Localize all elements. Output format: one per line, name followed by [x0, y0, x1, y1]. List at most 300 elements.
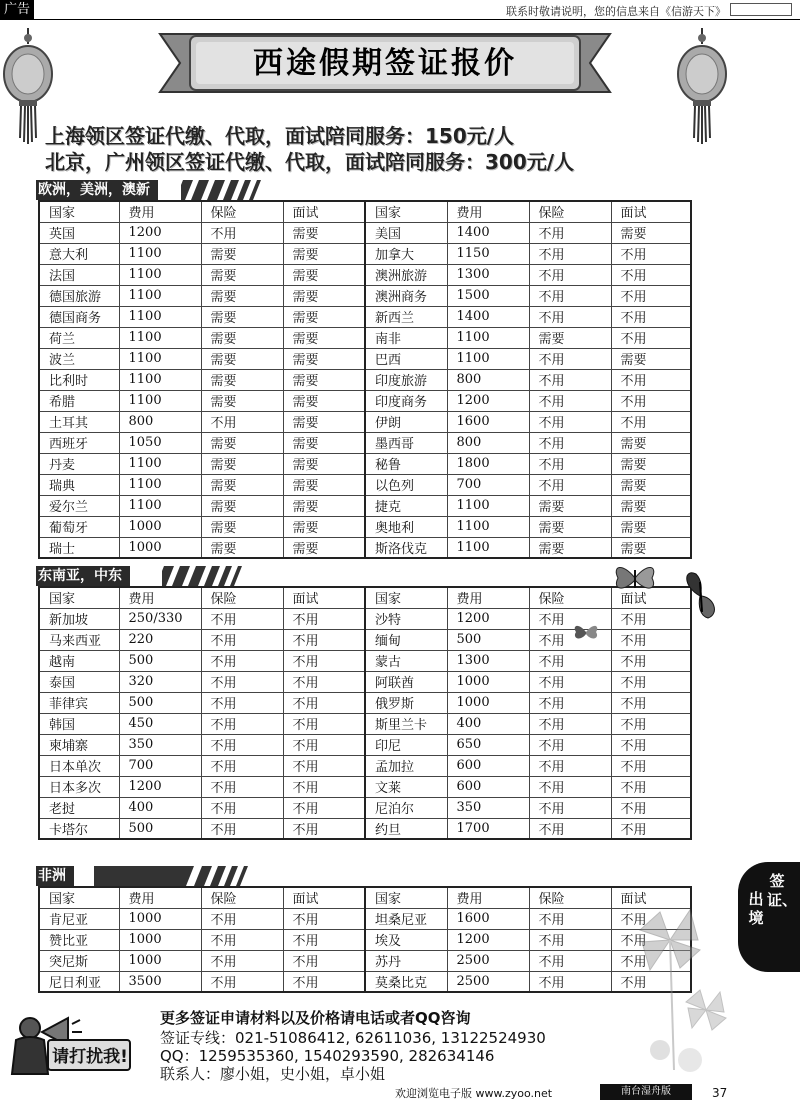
contact-phones: 签证专线：021-51086412, 62611036, 13122524930	[160, 1029, 546, 1047]
table-cell: 需要	[529, 537, 611, 558]
table-cell: 不用	[201, 734, 283, 755]
table-cell: 不用	[201, 908, 283, 929]
table-cell: 不用	[283, 755, 365, 776]
table-cell: 新西兰	[365, 306, 447, 327]
column-header: 面试	[283, 201, 365, 222]
column-header: 面试	[283, 887, 365, 908]
table-cell: 需要	[283, 327, 365, 348]
table-cell: 卡塔尔	[39, 818, 119, 839]
table-cell: 1400	[447, 222, 529, 243]
table-cell: 需要	[611, 516, 691, 537]
table-cell: 不用	[283, 713, 365, 734]
table-cell: 法国	[39, 264, 119, 285]
table-cell: 不用	[529, 306, 611, 327]
table-cell: 需要	[283, 285, 365, 306]
stripe-decoration-icon	[162, 566, 252, 586]
table-cell: 需要	[283, 243, 365, 264]
table-cell: 不用	[283, 629, 365, 650]
shanghai-service-line: 上海领区签证代缴、代取，面试陪同服务：150元/人	[45, 124, 515, 148]
table-cell: 不用	[529, 264, 611, 285]
table-cell: 1700	[447, 818, 529, 839]
table-cell: 1050	[119, 432, 201, 453]
table-cell: 不用	[283, 908, 365, 929]
table-cell: 不用	[611, 650, 691, 671]
table-cell: 不用	[611, 818, 691, 839]
table-cell: 1500	[447, 285, 529, 306]
table-cell: 越南	[39, 650, 119, 671]
table-cell: 不用	[529, 818, 611, 839]
table-cell: 1400	[447, 306, 529, 327]
table-row	[39, 222, 691, 243]
stripe-decoration-icon	[181, 180, 271, 200]
table-cell: 新加坡	[39, 608, 119, 629]
table-cell: 350	[119, 734, 201, 755]
table-cell: 1000	[119, 929, 201, 950]
table-row	[39, 306, 691, 327]
table-cell: 赞比亚	[39, 929, 119, 950]
table-cell: 不用	[529, 608, 611, 629]
table-cell: 1100	[119, 390, 201, 411]
table-cell: 800	[447, 369, 529, 390]
table-cell: 不用	[201, 608, 283, 629]
table-row	[39, 950, 691, 971]
table-cell: 不用	[529, 243, 611, 264]
table-cell: 不用	[611, 285, 691, 306]
table-cell: 1000	[119, 950, 201, 971]
table-cell: 英国	[39, 222, 119, 243]
table-cell: 1100	[119, 453, 201, 474]
table-cell: 不用	[201, 818, 283, 839]
table-cell: 不用	[283, 971, 365, 992]
table-cell: 不用	[529, 713, 611, 734]
table-cell: 墨西哥	[365, 432, 447, 453]
table-cell: 不用	[529, 671, 611, 692]
side-tab-text-left: 出境	[748, 890, 764, 927]
table-cell: 1300	[447, 264, 529, 285]
table-row	[39, 776, 691, 797]
table-cell: 需要	[201, 516, 283, 537]
contact-people: 联系人：廖小姐，史小姐，卓小姐	[160, 1065, 386, 1083]
table-cell: 不用	[529, 950, 611, 971]
table-cell: 土耳其	[39, 411, 119, 432]
butterfly-icon	[572, 622, 600, 642]
table-cell: 需要	[611, 348, 691, 369]
table-cell: 1200	[447, 390, 529, 411]
side-tab-text-right: 签证、	[767, 872, 798, 909]
column-header: 费用	[119, 587, 201, 608]
table-cell: 伊朗	[365, 411, 447, 432]
table-header-row	[39, 587, 691, 608]
table-cell: 需要	[611, 537, 691, 558]
table-cell: 南非	[365, 327, 447, 348]
table-cell: 不用	[283, 671, 365, 692]
table-cell: 捷克	[365, 495, 447, 516]
table-cell: 意大利	[39, 243, 119, 264]
table-cell: 希腊	[39, 390, 119, 411]
table-cell: 瑞典	[39, 474, 119, 495]
table-row	[39, 908, 691, 929]
table-cell: 400	[447, 713, 529, 734]
promo-label: 请打扰我!	[52, 1047, 128, 1067]
column-header: 面试	[611, 887, 691, 908]
table-cell: 澳洲旅游	[365, 264, 447, 285]
table-cell: 需要	[529, 327, 611, 348]
table-cell: 不用	[611, 411, 691, 432]
table-cell: 斯里兰卡	[365, 713, 447, 734]
table-cell: 1000	[447, 692, 529, 713]
table-cell: 需要	[283, 432, 365, 453]
ad-label: 广告	[0, 0, 34, 20]
table-cell: 不用	[529, 971, 611, 992]
table-cell: 德国旅游	[39, 285, 119, 306]
table-cell: 1600	[447, 908, 529, 929]
table-cell: 不用	[611, 692, 691, 713]
top-bar	[0, 0, 800, 20]
table-cell: 俄罗斯	[365, 692, 447, 713]
column-header: 保险	[201, 201, 283, 222]
footer-url-text: 欢迎浏览电子版 www.zyoo.net	[395, 1087, 553, 1100]
table-cell: 尼泊尔	[365, 797, 447, 818]
table-cell: 不用	[201, 671, 283, 692]
column-header: 国家	[365, 587, 447, 608]
table-cell: 需要	[201, 537, 283, 558]
table-cell: 不用	[283, 734, 365, 755]
table-cell: 450	[119, 713, 201, 734]
table-cell: 不用	[529, 369, 611, 390]
table-cell: 1200	[119, 776, 201, 797]
column-header: 费用	[447, 887, 529, 908]
table-cell: 需要	[201, 327, 283, 348]
table-cell: 坦桑尼亚	[365, 908, 447, 929]
table-cell: 500	[119, 818, 201, 839]
column-header: 国家	[39, 587, 119, 608]
table-cell: 不用	[529, 411, 611, 432]
table-cell: 600	[447, 776, 529, 797]
table-cell: 700	[447, 474, 529, 495]
table-cell: 800	[447, 432, 529, 453]
table-cell: 600	[447, 755, 529, 776]
table-cell: 不用	[201, 950, 283, 971]
table-cell: 需要	[201, 432, 283, 453]
table-row	[39, 650, 691, 671]
table-row	[39, 411, 691, 432]
table-cell: 秘鲁	[365, 453, 447, 474]
table-cell: 700	[119, 755, 201, 776]
table-cell: 需要	[283, 306, 365, 327]
column-header: 费用	[447, 201, 529, 222]
table-cell: 不用	[201, 713, 283, 734]
table-cell: 1100	[119, 348, 201, 369]
table-cell: 需要	[201, 390, 283, 411]
table-cell: 1100	[119, 327, 201, 348]
table-cell: 不用	[529, 908, 611, 929]
table-cell: 需要	[201, 306, 283, 327]
table-cell: 不用	[611, 243, 691, 264]
table-cell: 1000	[447, 671, 529, 692]
column-header: 费用	[119, 201, 201, 222]
table-cell: 需要	[529, 495, 611, 516]
table-cell: 奥地利	[365, 516, 447, 537]
table-cell: 需要	[283, 453, 365, 474]
table-cell: 1200	[119, 222, 201, 243]
table-cell: 需要	[283, 390, 365, 411]
magazine-logo	[730, 3, 792, 16]
table-cell: 不用	[283, 818, 365, 839]
table-cell: 1100	[119, 306, 201, 327]
table-cell: 斯洛伐克	[365, 537, 447, 558]
table-header-row	[39, 201, 691, 222]
table-cell: 突尼斯	[39, 950, 119, 971]
table-cell: 不用	[611, 929, 691, 950]
table-cell: 美国	[365, 222, 447, 243]
table-cell: 500	[119, 692, 201, 713]
table-cell: 500	[447, 629, 529, 650]
table-cell: 蒙古	[365, 650, 447, 671]
table-cell: 220	[119, 629, 201, 650]
page-title: 西途假期签证报价	[253, 46, 517, 81]
column-header: 费用	[119, 887, 201, 908]
table-cell: 250/330	[119, 608, 201, 629]
table-cell: 不用	[529, 453, 611, 474]
table-cell: 不用	[529, 650, 611, 671]
table-cell: 不用	[611, 755, 691, 776]
column-header: 保险	[201, 887, 283, 908]
table-cell: 不用	[529, 776, 611, 797]
table-cell: 需要	[201, 495, 283, 516]
table-cell: 不用	[611, 671, 691, 692]
table-cell: 1150	[447, 243, 529, 264]
table-cell: 1600	[447, 411, 529, 432]
table-cell: 不用	[611, 629, 691, 650]
table-cell: 需要	[201, 474, 283, 495]
table-cell: 瑞士	[39, 537, 119, 558]
table-cell: 需要	[283, 516, 365, 537]
table-cell: 泰国	[39, 671, 119, 692]
table-cell: 不用	[611, 797, 691, 818]
table-cell: 不用	[201, 776, 283, 797]
column-header: 面试	[611, 587, 691, 608]
table-row	[39, 432, 691, 453]
table-cell: 2500	[447, 971, 529, 992]
table-cell: 320	[119, 671, 201, 692]
table-cell: 需要	[201, 369, 283, 390]
table-cell: 需要	[283, 348, 365, 369]
table-cell: 需要	[283, 474, 365, 495]
contact-qq: QQ：1259535360, 1540293590, 282634146	[160, 1047, 495, 1065]
beijing-guangzhou-service-line: 北京，广州领区签证代缴、代取，面试陪同服务：300元/人	[45, 150, 575, 174]
table-cell: 500	[119, 650, 201, 671]
table-cell: 不用	[529, 929, 611, 950]
table-cell: 不用	[529, 222, 611, 243]
table-cell: 不用	[201, 692, 283, 713]
table-row	[39, 971, 691, 992]
table-cell: 葡萄牙	[39, 516, 119, 537]
table-cell: 需要	[283, 222, 365, 243]
table-cell: 不用	[611, 264, 691, 285]
table-cell: 需要	[201, 243, 283, 264]
column-header: 保险	[201, 587, 283, 608]
table-row	[39, 474, 691, 495]
table-row	[39, 495, 691, 516]
table-row	[39, 369, 691, 390]
column-header: 保险	[529, 201, 611, 222]
table-row	[39, 929, 691, 950]
table-header-row	[39, 887, 691, 908]
table-cell: 不用	[201, 411, 283, 432]
table-row	[39, 516, 691, 537]
table-cell: 不用	[611, 306, 691, 327]
table-cell: 日本单次	[39, 755, 119, 776]
table-cell: 不用	[611, 608, 691, 629]
table-cell: 不用	[529, 390, 611, 411]
table-cell: 需要	[529, 516, 611, 537]
table-cell: 苏丹	[365, 950, 447, 971]
table-cell: 比利时	[39, 369, 119, 390]
table-cell: 文莱	[365, 776, 447, 797]
table-cell: 不用	[529, 432, 611, 453]
table-row	[39, 285, 691, 306]
column-header: 国家	[365, 201, 447, 222]
column-header: 面试	[611, 201, 691, 222]
section-label: 东南亚，中东	[36, 566, 130, 586]
table-cell: 1300	[447, 650, 529, 671]
table-cell: 不用	[611, 776, 691, 797]
table-cell: 不用	[201, 650, 283, 671]
table-cell: 需要	[283, 369, 365, 390]
table-cell: 1100	[447, 348, 529, 369]
table-cell: 不用	[611, 950, 691, 971]
table-cell: 不用	[283, 608, 365, 629]
table-cell: 以色列	[365, 474, 447, 495]
table-cell: 西班牙	[39, 432, 119, 453]
table-cell: 埃及	[365, 929, 447, 950]
table-row	[39, 348, 691, 369]
butterfly-icon	[680, 566, 720, 624]
table-cell: 1000	[119, 908, 201, 929]
table-cell: 不用	[529, 285, 611, 306]
footer-bar	[385, 1084, 800, 1102]
table-row	[39, 453, 691, 474]
table-cell: 需要	[611, 222, 691, 243]
table-cell: 1000	[119, 516, 201, 537]
table-cell: 不用	[611, 734, 691, 755]
table-row	[39, 692, 691, 713]
column-header: 保险	[529, 887, 611, 908]
table-cell: 1800	[447, 453, 529, 474]
table-cell: 爱尔兰	[39, 495, 119, 516]
table-cell: 800	[119, 411, 201, 432]
table-cell: 不用	[529, 797, 611, 818]
table-cell: 德国商务	[39, 306, 119, 327]
table-row	[39, 713, 691, 734]
visa-table-europe	[38, 200, 692, 559]
table-row	[39, 243, 691, 264]
table-cell: 2500	[447, 950, 529, 971]
contact-headline: 更多签证申请材料以及价格请电话或者QQ咨询	[160, 1009, 471, 1027]
table-cell: 不用	[283, 950, 365, 971]
table-cell: 1100	[119, 495, 201, 516]
table-cell: 印度旅游	[365, 369, 447, 390]
table-cell: 尼日利亚	[39, 971, 119, 992]
table-cell: 不用	[283, 929, 365, 950]
section-label: 欧洲，美洲，澳新	[36, 180, 158, 200]
column-header: 国家	[365, 887, 447, 908]
table-row	[39, 671, 691, 692]
table-cell: 不用	[611, 908, 691, 929]
table-cell: 加拿大	[365, 243, 447, 264]
table-cell: 不用	[611, 369, 691, 390]
table-cell: 缅甸	[365, 629, 447, 650]
table-cell: 需要	[283, 411, 365, 432]
table-cell: 不用	[529, 474, 611, 495]
table-cell: 3500	[119, 971, 201, 992]
table-cell: 沙特	[365, 608, 447, 629]
section-label: 非洲	[36, 866, 74, 886]
table-cell: 350	[447, 797, 529, 818]
table-cell: 需要	[283, 537, 365, 558]
table-cell: 不用	[201, 755, 283, 776]
table-cell: 不用	[201, 797, 283, 818]
table-cell: 不用	[201, 971, 283, 992]
column-header: 国家	[39, 887, 119, 908]
table-cell: 印尼	[365, 734, 447, 755]
table-cell: 肯尼亚	[39, 908, 119, 929]
table-cell: 老挝	[39, 797, 119, 818]
table-cell: 需要	[283, 495, 365, 516]
table-cell: 波兰	[39, 348, 119, 369]
table-cell: 丹麦	[39, 453, 119, 474]
table-cell: 荷兰	[39, 327, 119, 348]
column-header: 保险	[529, 587, 611, 608]
table-row	[39, 264, 691, 285]
table-cell: 孟加拉	[365, 755, 447, 776]
table-cell: 不用	[283, 692, 365, 713]
table-cell: 1200	[447, 608, 529, 629]
table-cell: 不用	[529, 734, 611, 755]
table-row	[39, 797, 691, 818]
table-cell: 需要	[611, 453, 691, 474]
pinwheel-decoration-icon	[620, 900, 738, 1090]
table-cell: 不用	[283, 650, 365, 671]
table-cell: 需要	[201, 285, 283, 306]
table-cell: 韩国	[39, 713, 119, 734]
table-cell: 1100	[447, 516, 529, 537]
table-cell: 日本多次	[39, 776, 119, 797]
column-header: 费用	[447, 587, 529, 608]
table-row	[39, 755, 691, 776]
table-cell: 印度商务	[365, 390, 447, 411]
table-cell: 约旦	[365, 818, 447, 839]
column-header: 国家	[39, 201, 119, 222]
table-cell: 不用	[529, 348, 611, 369]
table-cell: 巴西	[365, 348, 447, 369]
page-number: 37	[712, 1086, 728, 1100]
table-cell: 不用	[283, 797, 365, 818]
table-cell: 莫桑比克	[365, 971, 447, 992]
table-cell: 不用	[611, 713, 691, 734]
table-row	[39, 390, 691, 411]
table-cell: 不用	[201, 629, 283, 650]
table-row	[39, 818, 691, 839]
table-cell: 需要	[283, 264, 365, 285]
table-cell: 1200	[447, 929, 529, 950]
table-cell: 1100	[119, 369, 201, 390]
table-cell: 1100	[119, 474, 201, 495]
table-cell: 1100	[119, 243, 201, 264]
source-notice: 联系时敬请说明，您的信息来自《信游天下》	[506, 5, 726, 18]
table-cell: 不用	[529, 692, 611, 713]
table-cell: 不用	[611, 971, 691, 992]
